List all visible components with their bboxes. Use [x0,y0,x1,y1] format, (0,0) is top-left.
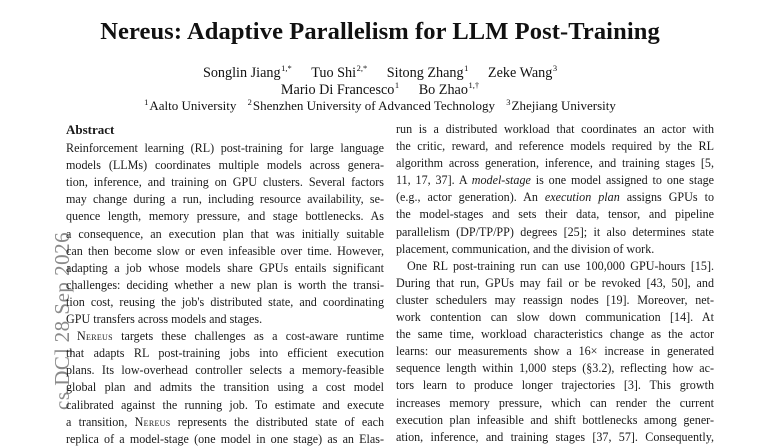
author: Sitong Zhang$^1$ [386,63,469,81]
abstract-heading: Abstract [66,122,115,137]
text-line: models (LLMs) coordinates multiple models across genera- [66,158,384,173]
text-line: adapting a job whose models share GPUs entails significant [66,260,384,275]
text-line: global plan and admits the transition using a cost model [66,380,384,395]
text-line: tion cost, reusing the job's distributed state, and coordinating [66,294,384,309]
text-line: quence length, memory pressure, and stage bottlenecks. As [66,209,384,224]
text-line: can then become slow or even infeasible over time. However, [66,243,384,258]
text-line: ation, inference, and training stages [37, 57]. Consequently, [396,429,714,444]
text-line: the critic, reward, and reference models required by the RL [396,139,714,154]
text-line: Reinforcement learning (RL) post-training for large language [66,141,384,156]
text-line: placement, communication, and the division of work. [396,241,655,256]
text-line: algorithm across generation, inference, and training stages [5, [396,156,714,171]
text-line: calibrated against the running job. To estimate and execute [66,397,384,412]
text-line: that adapts RL post-training jobs into efficient execution [66,346,384,361]
arxiv-side-stamp: cs.DC] 28 Sep 2026 [50,231,74,410]
text-line: the model-stages and sets their data, tensor, and pipeline [396,207,714,222]
text-line: GPU transfers across models and stages. [66,312,263,327]
affiliation: $^1$Aalto University [144,97,237,113]
text-line: a consequence, an execution plan that was initially suitable [66,226,384,241]
text-line: a transition, Nereus represents the distributed state of each [66,414,384,429]
left-column [66,119,384,448]
affiliation: $^2$Shenzhen University of Advanced Technology [247,97,496,113]
text-line: 11, 17, 37]. A model-stage is one model assigned to one stage [396,173,714,188]
author: Zeke Wang$^3$ [487,63,558,81]
text-line: may change during a run, including resource availability, se- [66,192,384,207]
author: Tuo Shi$^{2,*}$ [311,63,368,81]
text-line: run is a distributed workload that coordinates an actor with [396,122,714,136]
text-line: (e.g., actor generation). An execution plan assigns GPUs to [396,190,715,205]
text-line: work contention can slow down communication [14]. At [396,310,714,325]
author: Bo Zhao$^{1,\dagger}$ [418,80,480,98]
right-column [396,121,714,446]
text-line: tion, inference, and training on GPU clusters. Several factors [66,175,384,190]
text-line: cluster schedulers may reassign nodes [19]. Moreover, net- [396,292,714,307]
text-line: sequence length within 1,000 steps (§3.2), reflecting how ac- [396,361,714,376]
text-line: Nereus targets these challenges as a cost-aware runtime [77,329,384,344]
text-line: challenges: deciding whether a new plan is worth the transi- [66,277,384,292]
text-line: parallelism (DP/TP/PP) degrees [25]; it also determines state [396,224,714,239]
text-line: learns: our measurements show a 16× increase in generated [396,344,714,359]
text-line: During that run, GPUs may fail or be revoked [43, 50], and [396,275,714,290]
affiliations [0,97,760,114]
text-line: execution plan infeasible and shift bottlenecks among gener- [396,412,714,427]
text-line: increases memory pressure, which can render the current [396,395,714,410]
text-line: tors learn to produce longer trajectories [3]. This growth [396,378,714,393]
system-name: Nereus [134,414,171,429]
paper-title: Nereus: Adaptive Parallelism for LLM Post-Training [100,18,660,45]
text-line: One RL post-training run can use 100,000 GPU-hours [15]. [407,258,714,273]
text-line: plans. Its low-overhead controller selects a memory-feasible [66,363,384,378]
system-name: Nereus [77,329,113,344]
author: Songlin Jiang$^{1,*}$ [202,63,292,81]
text-line: replica of a model-stage (one model in one stage) as an Elas- [66,431,384,446]
affiliation: $^3$Zhejiang University [506,97,616,113]
author: Mario Di Francesco$^1$ [280,80,400,98]
text-line: the same time, workload characteristics change as the actor [396,327,714,342]
